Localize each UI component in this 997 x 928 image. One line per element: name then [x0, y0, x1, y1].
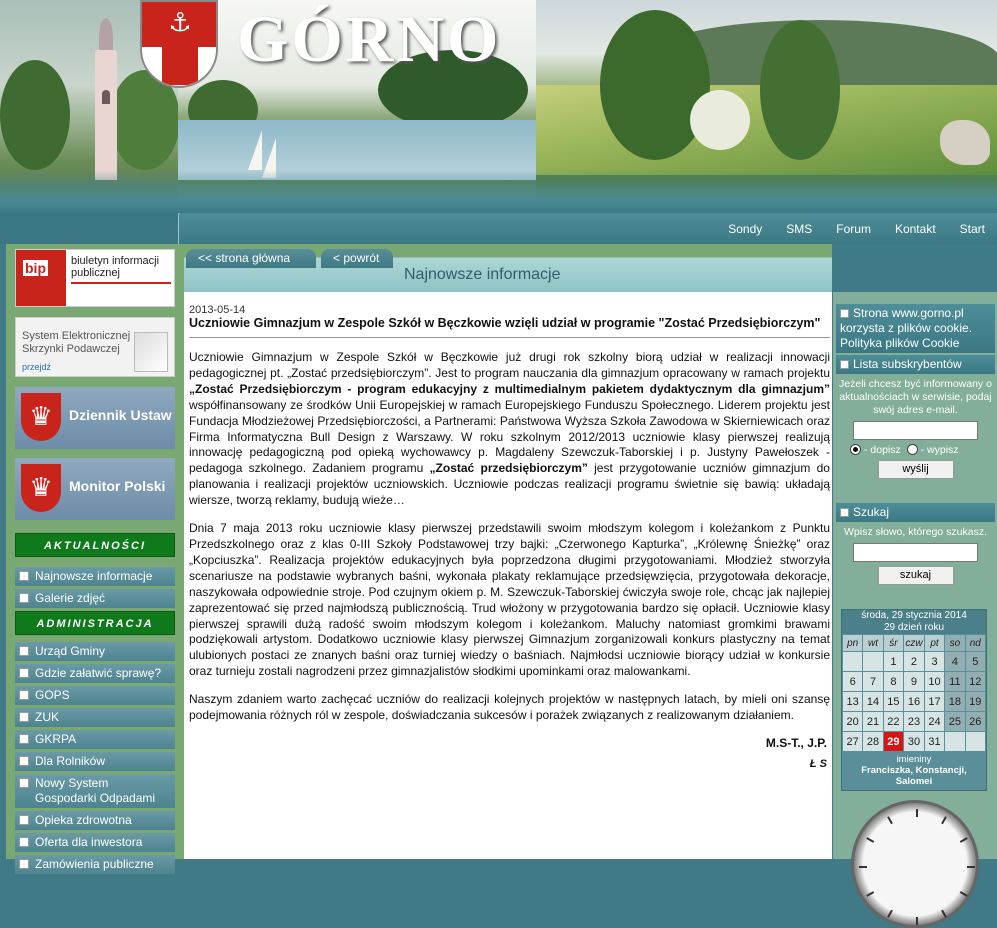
top-navigation: [178, 213, 997, 244]
send-button[interactable]: wyślij: [878, 460, 954, 479]
search-button[interactable]: szukaj: [878, 566, 954, 585]
bullet-icon: [19, 756, 29, 766]
dziennik-ustaw-banner[interactable]: [15, 387, 175, 449]
cookie-notice: [836, 304, 995, 353]
subscription-text: Jeżeli chcesz być informowany o aktualnościach w serwisie, podaj swój adres e-mail.: [839, 378, 992, 416]
calendar-day[interactable]: 22: [884, 712, 903, 731]
bullet-icon: [19, 593, 29, 603]
search-input[interactable]: [853, 543, 978, 562]
clock-tick: [941, 816, 947, 824]
calendar-day[interactable]: 27: [843, 732, 862, 751]
polish-eagle-icon: ♛: [21, 464, 61, 512]
nav-sms[interactable]: SMS: [786, 221, 813, 236]
clock-tick: [887, 816, 893, 824]
clock-tick: [916, 809, 918, 817]
clock-tick: [960, 891, 968, 897]
calendar-day[interactable]: 15: [884, 692, 903, 711]
bullet-icon: [19, 668, 29, 678]
clock-tick: [859, 866, 867, 868]
bullet-icon: [19, 571, 29, 581]
unsubscribe-radio[interactable]: [907, 444, 918, 455]
page-title: Najnowsze informacje: [404, 266, 561, 283]
bullet-icon: [19, 859, 29, 869]
calendar-day[interactable]: 26: [966, 712, 985, 731]
calendar-empty-cell: [966, 732, 985, 751]
menu-item-gkrpa[interactable]: GKRPA: [15, 730, 175, 749]
calendar-day[interactable]: 2: [904, 652, 924, 671]
article-signature-secondary: Ł S: [809, 757, 827, 770]
bullet-icon: [840, 360, 849, 369]
calendar-weekday: pn: [843, 635, 862, 651]
esp-banner[interactable]: [15, 317, 175, 377]
menu-item-najnowsze[interactable]: Najnowsze informacje: [15, 567, 175, 586]
calendar-day[interactable]: 11: [945, 672, 964, 691]
calendar-day[interactable]: 19: [966, 692, 985, 711]
article-date: 2013-05-14: [189, 304, 246, 316]
clock-tick: [866, 837, 874, 843]
calendar-empty-cell: [863, 652, 882, 671]
calendar-day[interactable]: 10: [925, 672, 944, 691]
calendar-day[interactable]: 14: [863, 692, 882, 711]
main-content: [184, 244, 832, 859]
news-menu: [15, 567, 175, 611]
bip-divider: [71, 282, 171, 284]
section-aktualnosci: AKTUALNOŚCI: [15, 533, 175, 557]
nav-kontakt[interactable]: Kontakt: [894, 221, 936, 236]
article-body: [189, 350, 830, 724]
tree-graphic: [600, 10, 710, 160]
bullet-icon: [19, 778, 29, 788]
calendar-day[interactable]: 7: [863, 672, 882, 691]
calendar-grid: [842, 634, 986, 752]
blossom-tree-graphic: [690, 90, 750, 150]
calendar-weekday: nd: [966, 635, 985, 651]
subscription-options: - dopisz - wypisz: [836, 440, 995, 456]
calendar-day[interactable]: 8: [884, 672, 903, 691]
bip-logo-icon: bip: [16, 250, 66, 306]
calendar-day[interactable]: 21: [863, 712, 882, 731]
article: [189, 304, 830, 770]
bullet-icon: [19, 815, 29, 825]
calendar-day[interactable]: 1: [884, 652, 903, 671]
menu-item-opieka-zdrowotna[interactable]: Opieka zdrowotna: [15, 811, 175, 830]
clock-tick: [887, 910, 893, 918]
clock-tick: [916, 917, 918, 925]
menu-item-galerie[interactable]: Galerie zdjęć: [15, 589, 175, 608]
menu-item-dla-rolnikow[interactable]: Dla Rolników: [15, 752, 175, 771]
calendar-day[interactable]: 13: [843, 692, 862, 711]
esp-text: System Elektronicznej Skrzynki Podawczej: [22, 330, 131, 355]
clock-tick: [960, 837, 968, 843]
calendar-day[interactable]: 6: [843, 672, 862, 691]
home-tab-button[interactable]: << strona główna: [186, 249, 316, 268]
article-paragraph: Uczniowie Gimnazjum w Zespole Szkół w Bęczkowie już drugi rok szkolny biorą udział w realizacji innowacji pedagogicznej pt. „Zostać przedsiębiorczym”. Jest to program nauczania dla gimnazjum opracowany w ramach projektu „Zostać Przedsiębiorczym - program edukacyjny z multimedialnym pakietem dydaktycznym dla gimnazjum” współfinansowany ze środków Unii Europejskiej w ramach Europejskiego Funduszu Społecznego. Liderem projektu jest Fundacja Młodzieżowej Przedsiębiorczości, a Partnerami: Państwowa Wyższa Szkoła Zawodowa w Skierniewicach oraz Firma Informatyczna Bull Design z Warszawy. W roku szkolnym 2012/2013 uczniowie klasy pierwszej realizują innowację pedagogiczną pod opieką wychowawcy p. Magdaleny Szewczuk-Taborskiej i p. Justyny Pawełoszek - pedagoga szkolnego. Zadaniem programu „Zostać przedsiębiorczym” jest przygotowanie uczniów gimnazjum do planowania i realizacji projektów uczniowskich. Uczniowie podczas realizacji programu świetnie się bawią: układają wiersze, tworzą reklamy, budują wieże…: [189, 350, 830, 508]
section-administracja: ADMINISTRACJA: [15, 611, 175, 635]
calendar-day[interactable]: 18: [945, 692, 964, 711]
search-text: Wpisz słowo, którego szukasz.: [844, 526, 987, 538]
subscribe-radio[interactable]: [850, 444, 861, 455]
content-header-bar: [184, 244, 832, 292]
admin-menu: [15, 642, 175, 877]
calendar-day[interactable]: 3: [925, 652, 944, 671]
left-sidebar: [6, 244, 184, 871]
right-sidebar: [833, 292, 997, 859]
calendar-weekday: wt: [863, 635, 882, 651]
calendar: [841, 609, 987, 791]
clock-widget: [851, 800, 979, 928]
tree-graphic: [0, 60, 70, 170]
sailboat-graphic: [248, 130, 262, 170]
bullet-icon: [19, 837, 29, 847]
menu-item-zamowienia[interactable]: Zamówienia publiczne: [15, 855, 175, 874]
header-fade: [0, 170, 997, 213]
site-header: [0, 0, 997, 213]
menu-item-zuk[interactable]: ZUK: [15, 708, 175, 727]
monitor-polski-label: Monitor Polski: [69, 478, 166, 494]
calendar-weekday: so: [945, 635, 964, 651]
calendar-day[interactable]: 24: [925, 712, 944, 731]
nav-left-strip: [0, 213, 178, 244]
monitor-polski-banner[interactable]: [15, 458, 175, 520]
mailbox-icon: [134, 332, 168, 372]
clock-tick: [967, 866, 975, 868]
bullet-icon: [19, 690, 29, 700]
article-paragraph: Dnia 7 maja 2013 roku uczniowie klasy pierwszej przedstawili swoim młodszym kolegom i koleżankom z Punktu Przedszkolnego oraz z klas 0-III Szkoły Podstawowej trzy bajki: „Czerwonego Kapturka”, „Królewnę Śnieżkę” oraz „Kopciuszka”. Realizacja projektów edukacyjnych była poprzedzona długimi przygotowaniami. Młodzież stworzyła scenariusze na podstawie wybranych baśni, wykonała plakaty reklamujące przedsięwzięcia, przygotowała dekoracje, naszykowała odpowiednie stroje. Pod czujnym okiem p. M. Szewczuk-Taborskiej ćwiczyła swoje role, chcąc jak najlepiej zaprezentować się przed najmłodszą publicznością. Trud włożony w przygotowania bardzo się opłacił. Uczniowie klasy pierwszej sprawili dużą radość swoim młodszym kolegom i koleżankom. Maluchy natomiast gromkimi brawami podziękowali artystom. Dodatkowo uczniowie klasy pierwszej Gimnazjum zorganizowali konkurs plastyczny na temat ulubionych postaci ze znanych baśni oraz turniej wiedzy o baśniach. Najmłodsi uczniowie biorący udział w konkursie oraz turnieju zostali nagrodzeni przez gimnazjalistów słodkimi upominkami oraz malowankami.: [189, 521, 830, 679]
calendar-day[interactable]: 30: [904, 732, 924, 751]
bullet-icon: [19, 712, 29, 722]
rock-graphic: [940, 120, 990, 165]
church-tower-graphic: [85, 10, 125, 180]
nav-forum[interactable]: Forum: [836, 221, 871, 236]
menu-item-urzad-gminy[interactable]: Urząd Gminy: [15, 642, 175, 661]
site-title: GÓRNO: [237, 3, 502, 76]
search-box: [836, 503, 995, 585]
cookie-notice-box[interactable]: Strona www.gorno.pl korzysta z plików cookie. Polityka plików Cookie: [836, 304, 995, 353]
bip-banner[interactable]: [15, 249, 175, 307]
esp-link[interactable]: przejdź: [22, 362, 52, 372]
subscription-heading: Lista subskrybentów: [836, 355, 995, 374]
email-input[interactable]: [853, 421, 978, 440]
calendar-day[interactable]: 17: [925, 692, 944, 711]
calendar-date: środa, 29 stycznia 2014: [842, 610, 986, 622]
calendar-weekday: pt: [925, 635, 944, 651]
calendar-day[interactable]: 28: [863, 732, 882, 751]
menu-item-oferta-inwestora[interactable]: Oferta dla inwestora: [15, 833, 175, 852]
calendar-weekday: śr: [884, 635, 903, 651]
calendar-day[interactable]: 4: [945, 652, 964, 671]
nav-start[interactable]: Start: [959, 221, 985, 236]
calendar-day[interactable]: 5: [966, 652, 985, 671]
calendar-empty-cell: [843, 652, 862, 671]
calendar-weekday: czw: [904, 635, 924, 651]
calendar-day[interactable]: 25: [945, 712, 964, 731]
bip-text: biuletyn informacji publicznej: [71, 255, 160, 279]
bullet-icon: [840, 309, 849, 318]
dziennik-ustaw-label: Dziennik Ustaw: [69, 407, 172, 423]
clock-tick: [941, 910, 947, 918]
menu-item-gops[interactable]: GOPS: [15, 686, 175, 705]
bullet-icon: [19, 646, 29, 656]
calendar-day[interactable]: 29: [884, 732, 903, 751]
bullet-icon: [19, 734, 29, 744]
calendar-day[interactable]: 20: [843, 712, 862, 731]
article-signature: M.S-T., J.P.: [765, 735, 827, 750]
calendar-day[interactable]: 23: [904, 712, 924, 731]
tree-graphic: [760, 20, 840, 160]
coat-of-arms-icon: ⚓: [140, 0, 218, 88]
nav-sondy[interactable]: Sondy: [728, 221, 763, 236]
subscription-box: [836, 355, 995, 479]
calendar-day[interactable]: 12: [966, 672, 985, 691]
menu-item-system-odpadami[interactable]: Nowy System Gospodarki Odpadami: [15, 774, 175, 808]
calendar-day-of-year: 29 dzień roku: [842, 622, 986, 634]
back-tab-button[interactable]: < powrót: [321, 249, 393, 268]
nameday: imieniny Franciszka, Konstancji, Salomei: [861, 754, 967, 787]
calendar-day[interactable]: 31: [925, 732, 944, 751]
article-paragraph: Naszym zdaniem warto zachęcać uczniów do realizacji kolejnych projektów w następnych latach, by mieli oni szansę podejmowania różnych ról w zespole, doświadczania sukcesów i porażek związanych z realizowanym działaniem.: [189, 692, 830, 723]
clock-tick: [866, 891, 874, 897]
search-heading: Szukaj: [836, 503, 995, 522]
calendar-day[interactable]: 9: [904, 672, 924, 691]
calendar-empty-cell: [945, 732, 964, 751]
bullet-icon: [840, 508, 849, 517]
polish-eagle-icon: ♛: [21, 393, 61, 441]
article-title: Uczniowie Gimnazjum w Zespole Szkół w Bęczkowie wzięli udział w programie "Zostać Przedsiębiorczym": [189, 316, 830, 338]
menu-item-gdzie-zalatwic[interactable]: Gdzie załatwić sprawę?: [15, 664, 175, 683]
calendar-day[interactable]: 16: [904, 692, 924, 711]
